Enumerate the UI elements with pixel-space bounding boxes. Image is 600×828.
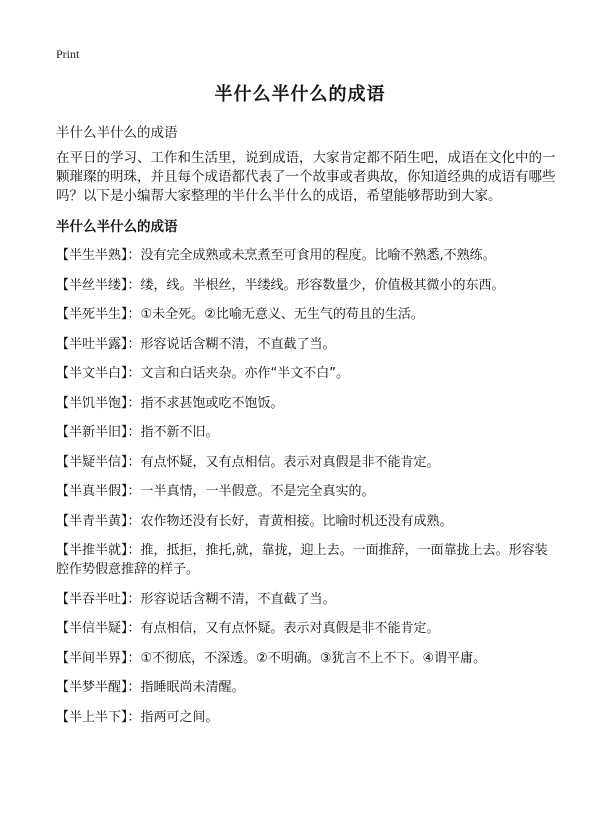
- idiom-item: [56, 708, 556, 727]
- idiom-definition: ：有点相信，又有点怀疑。表示对真假是非不能肯定。: [127, 621, 440, 636]
- idiom-item: [56, 335, 556, 354]
- idiom-definition: ：指不新不旧。: [127, 425, 219, 440]
- idiom-item: [56, 590, 556, 609]
- idiom-item: [56, 541, 556, 579]
- section-heading: 半什么半什么的成语: [56, 219, 178, 235]
- idiom-definition: ：指两可之间。: [127, 709, 219, 725]
- idiom-item: [56, 512, 556, 531]
- idiom-item: [56, 423, 556, 442]
- idiom-definition: ：推，抵拒，推托,就，靠拢，迎上去。一面推辞，一面靠拢上去。形容装腔作势假意推辞的样子。: [56, 543, 548, 577]
- idiom-item: [56, 649, 556, 668]
- idiom-term: 【半新半旧】: [56, 425, 128, 440]
- idiom-term: 【半生半熟】: [56, 248, 128, 263]
- idiom-item: [56, 394, 556, 413]
- idiom-definition: ：有点怀疑，又有点相信。表示对真假是非不能肯定。: [127, 454, 440, 470]
- idiom-item: [56, 364, 556, 383]
- idiom-definition: ：形容说话含糊不清，不直截了当。: [127, 336, 336, 352]
- idiom-term: 【半疑半信】: [56, 454, 128, 470]
- idiom-definition: ：没有完全成熟或未烹煮至可食用的程度。比喻不熟悉,不熟练。: [127, 248, 496, 263]
- idiom-item: [56, 305, 556, 324]
- idiom-term: 【半梦半醒】: [56, 680, 128, 695]
- idiom-item: [56, 246, 556, 265]
- idiom-item: [56, 276, 556, 295]
- idiom-term: 【半推半就】: [56, 543, 128, 558]
- idiom-term: 【半吐半露】: [56, 336, 128, 352]
- idiom-term: 【半文半白】: [56, 366, 128, 381]
- idiom-term: 【半青半黄】: [56, 513, 128, 529]
- idiom-term: 【半信半疑】: [56, 621, 128, 636]
- idiom-term: 【半上半下】: [56, 709, 128, 725]
- idiom-definition: ：文言和白话夹杂。亦作“半文不白”。: [127, 366, 349, 381]
- idiom-term: 【半吞半吐】: [56, 591, 128, 607]
- idiom-definition: ：指不求甚饱或吃不饱饭。: [127, 395, 284, 411]
- idiom-item: [56, 678, 556, 697]
- idiom-term: 【半间半界】: [56, 650, 128, 666]
- idiom-definition: ：形容说话含糊不清，不直截了当。: [127, 591, 336, 607]
- idiom-term: 【半饥半饱】: [56, 395, 128, 411]
- print-link[interactable]: Print: [56, 47, 80, 61]
- idiom-definition: ：缕，线。半根丝，半缕线。形容数量少，价值极其微小的东西。: [127, 277, 505, 293]
- intro-paragraph: 在平日的学习、工作和生活里，说到成语，大家肯定都不陌生吧，成语在文化中的一颗璀璨的明珠，并且每个成语都代表了一个故事或者典故，你知道经典的成语有哪些吗？以下是小编帮大家整理的半什么半什么的成语，希望能够帮助到大家。: [56, 150, 556, 204]
- idiom-term: 【半真半假】: [56, 484, 128, 499]
- idiom-definition: ：农作物还没有长好，青黄相接。比喻时机还没有成熟。: [127, 513, 453, 529]
- subtitle: 半什么半什么的成语: [56, 125, 178, 141]
- idiom-term: 【半死半生】: [56, 307, 128, 322]
- idiom-item: [56, 482, 556, 501]
- idiom-item: [56, 453, 556, 472]
- idiom-definition: ：一半真情，一半假意。不是完全真实的。: [127, 484, 375, 499]
- idiom-definition: ：①未全死。②比喻无意义、无生气的苟且的生活。: [127, 307, 424, 322]
- idiom-term: 【半丝半缕】: [56, 277, 128, 293]
- idiom-definition: ：①不彻底，不深透。②不明确。③犹言不上不下。④谓平庸。: [127, 650, 487, 666]
- idiom-list: [56, 246, 556, 737]
- idiom-item: [56, 619, 556, 638]
- idiom-definition: ：指睡眠尚未清醒。: [127, 680, 245, 695]
- page-title: 半什么半什么的成语: [214, 84, 386, 105]
